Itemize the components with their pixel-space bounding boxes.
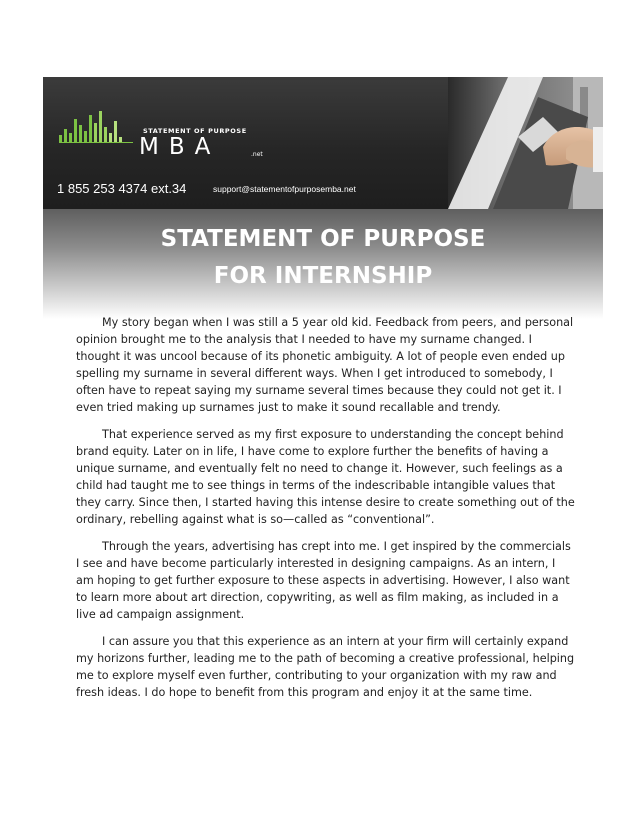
- logo-bars-icon: [59, 111, 133, 143]
- support-email: support@statementofpurposemba.net: [213, 184, 356, 194]
- phone-number: 1 855 253 4374 ext.34: [57, 181, 187, 196]
- paragraph-2: That experience served as my first exposure to understanding the concept behind brand equity. Later on in life, I have come to explore further the benefits of having a unique surname, and eventually felt no need to change it. However, such feelings as a child had taught me to see things in terms of the indescribable intangible values that they carry. Since then, I started having this intense desire to create something out of the ordinary, rebelling against what is so—called as “conventional”.: [76, 428, 575, 526]
- paragraph-1: My story began when I was still a 5 year old kid. Feedback from peers, and personal opinion brought me to the analysis that I needed to have my surname changed. I thought it was uncool because of its phonetic ambiguity. A lot of people even ended up spelling my surname in several different ways. When I get introduced to somebody, I often have to repeat saying my surname several times because they could not get it. I even tried making up surnames just to make it sound recallable and trendy.: [76, 316, 574, 414]
- handshake-photo-icon: [448, 77, 603, 209]
- page-title-line-2: FOR INTERNSHIP: [213, 263, 433, 289]
- logo-tagline: STATEMENT OF PURPOSE: [143, 127, 247, 135]
- paragraph-4: I can assure you that this experience as an intern at your firm will certainly expand my horizons further, leading me to the path of becoming a creative professional, helping me to explore myself even further, contributing to your organization with my raw and fresh ideas. I do hope to benefit from this program and enjoy it at the same time.: [76, 635, 575, 699]
- paragraph-3: Through the years, advertising has crept into me. I get inspired by the commercials I see and have become particularly interested in designing campaigns. As an intern, I am hoping to get further exposure to these aspects in advertising. However, I also want to learn more about art direction, copywriting, as well as film making, as included in a live ad campaign assignment.: [76, 540, 571, 621]
- page-title-line-1: STATEMENT OF PURPOSE: [160, 226, 486, 252]
- logo-brand-suffix: .net: [251, 151, 263, 158]
- body-text: [76, 314, 576, 711]
- header-banner: [43, 77, 603, 209]
- logo-brand: MBA: [139, 134, 221, 160]
